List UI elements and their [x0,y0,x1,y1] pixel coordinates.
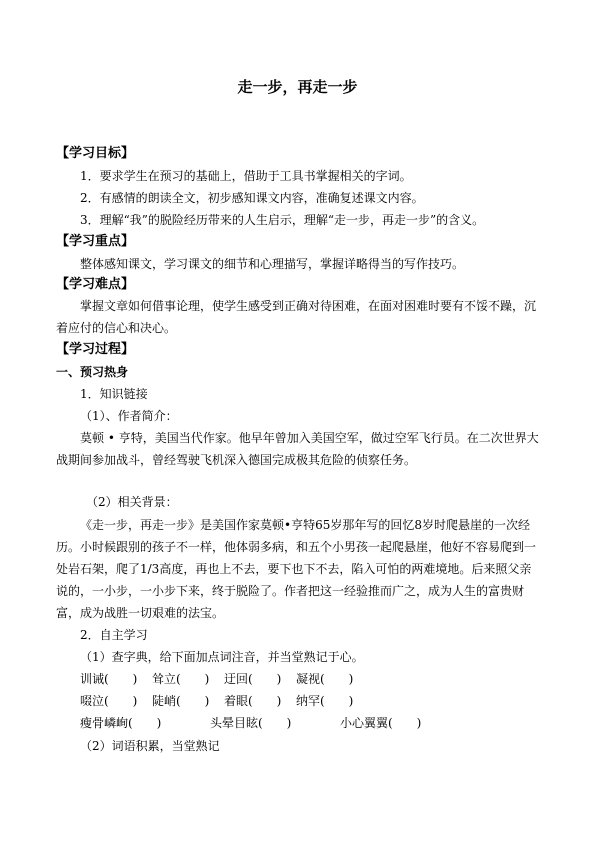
section1-title: 一、预习热身 [56,365,129,379]
background-line-1: 《走一步，再走一步》是美国作家莫顿•亨特65岁那年写的回忆8岁时爬悬崖的一次经 [80,518,530,532]
background-label: （2）相关背景： [86,495,178,509]
author-intro-label: （1）、作者简介： [80,409,178,423]
pinyin-item: 头晕目眩( ) [210,716,292,730]
background-line-2: 历。小时候跟别的孩子不一样，他体弱多病，和五个小男孩一起爬悬崖，他好不容易爬到一 [56,540,537,554]
objective-item-3: 3．理解“我”的脱险经历带来的人生启示，理解“走一步，再走一步”的含义。 [80,213,485,227]
background-line-3: 处岩石架，爬了1/3高度，再也上不去，要下也下不去，陷入可怕的两难境地。后来照父亲 [56,562,532,576]
key-points-text: 整体感知课文，学习课文的细节和心理描写，掌握详略得当的写作技巧。 [80,257,465,271]
self-study: 2．自主学习 [80,628,148,642]
background-line-5: 富，成为战胜一切艰难的法宝。 [56,606,225,620]
pinyin-item: 训诫( ) [80,672,138,686]
page-title: 走一步，再走一步 [237,78,358,96]
pinyin-item: 耸立( ) [152,672,210,686]
difficulties-heading: 【学习难点】 [56,277,135,292]
vocab-task: （2）词语积累，当堂熟记 [80,739,220,753]
objective-item-2: 2．有感情的朗读全文，初步感知课文内容，准确复述课文内容。 [80,191,424,205]
key-points-heading: 【学习重点】 [56,234,135,249]
pinyin-item: 陡峭( ) [152,694,210,708]
objective-item-1: 1．要求学生在预习的基础上，借助于工具书掌握相关的字词。 [80,169,412,183]
pinyin-item: 小心翼翼( ) [340,716,422,730]
pinyin-item: 纳罕( ) [296,694,354,708]
dictionary-task: （1）查字典，给下面加点词注音，并当堂熟记于心。 [80,650,364,664]
background-line-4: 说的，一小步，一小步下来，终于脱险了。作者把这一经验推而广之，成为人生的富贵财 [56,584,525,598]
process-heading: 【学习过程】 [56,342,135,357]
objectives-heading: 【学习目标】 [56,146,135,161]
pinyin-item: 啜泣( ) [80,694,138,708]
pinyin-item: 着眼( ) [224,694,282,708]
pinyin-item: 迂回( ) [224,672,282,686]
difficulties-text-line2: 着应付的信心和决心。 [56,321,177,335]
author-line-1: 莫顿 • 亨特，美国当代作家。他早年曾加入美国空军，做过空军飞行员。在二次世界大 [80,431,539,445]
difficulties-text-line1: 掌握文章如何借事论理，使学生感受到正确对待困难，在面对困难时要有不馁不躁，沉 [80,299,537,313]
author-line-2: 战期间参加战斗，曾经驾驶飞机深入德国完成极其危险的侦察任务。 [56,453,417,467]
knowledge-link: 1．知识链接 [80,387,148,401]
pinyin-item: 瘦骨嶙峋( ) [80,716,162,730]
pinyin-item: 凝视( ) [296,672,354,686]
